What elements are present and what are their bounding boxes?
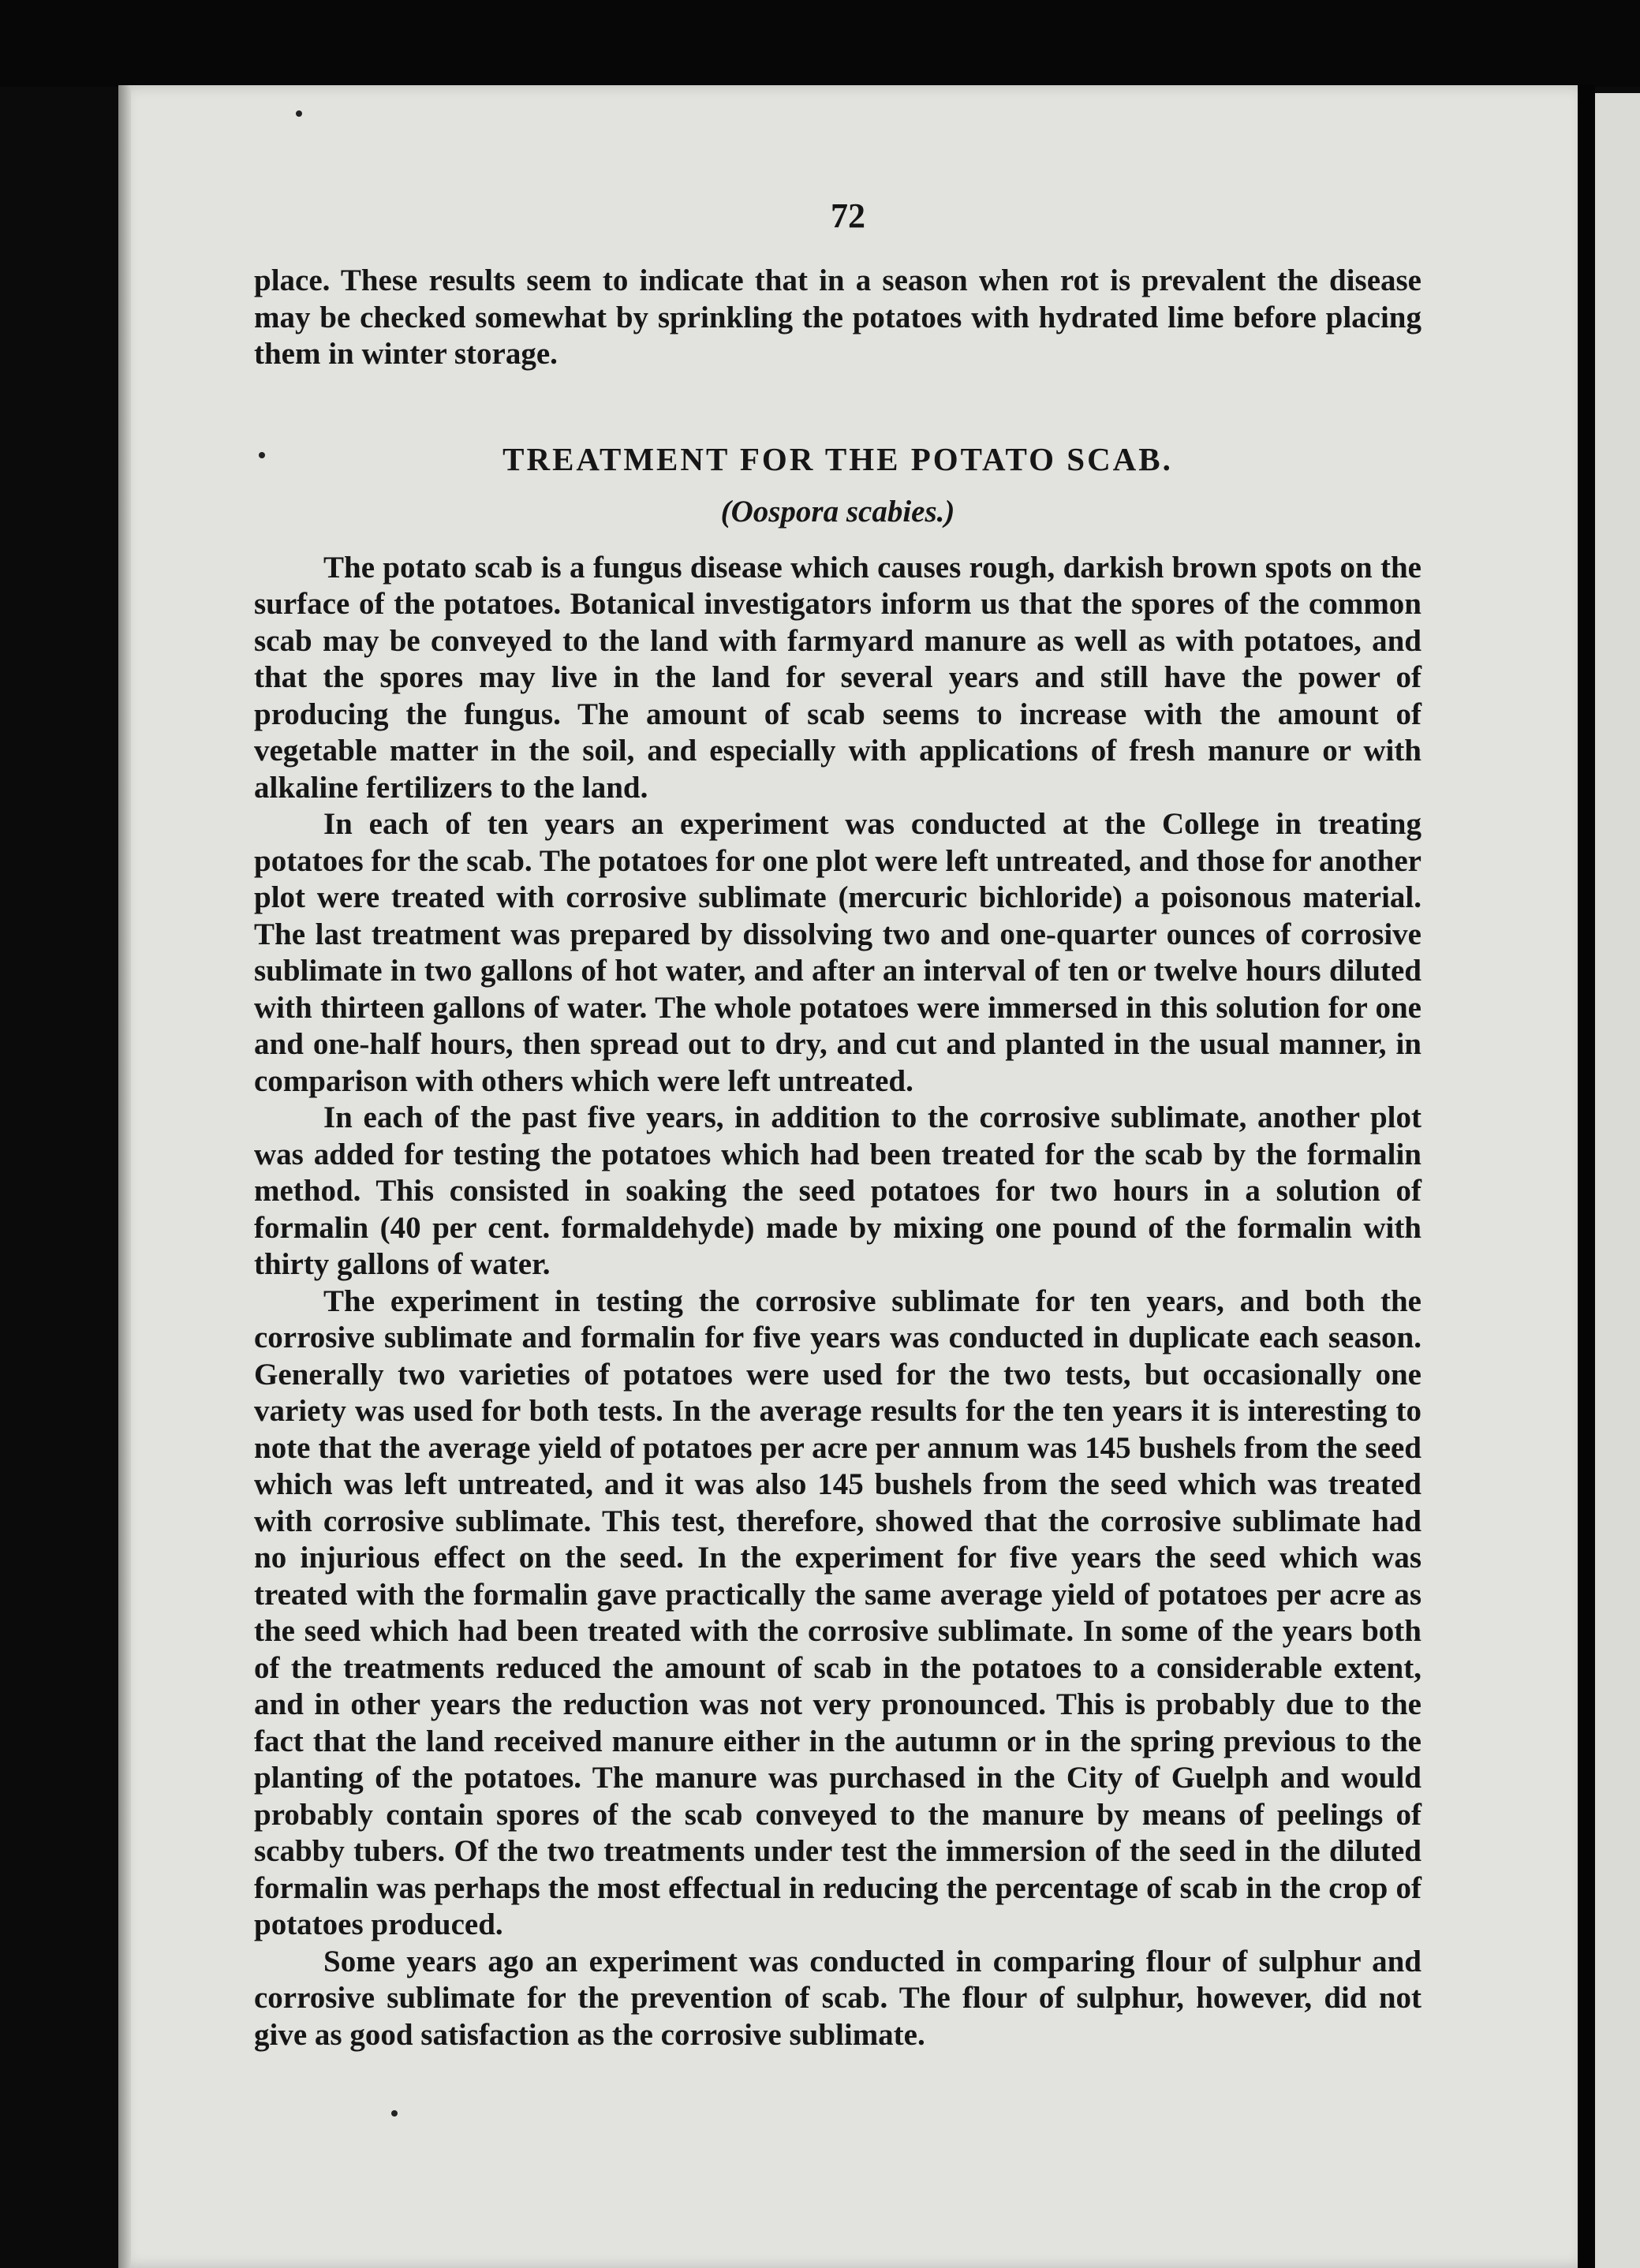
paragraph-ten-year-experiment: In each of ten years an experiment was conducted at the College in treating potatoes for the scab. The potatoes for one plot were left untreated, and those for another plot were treated with corrosive sublimate (mercuric bichloride) a poisonous material. The last treatment was prepared by dissolving two and one-quarter ounces of corrosive sublimate in two gallons of hot water, and after an interval of ten or twelve hours diluted with thirteen gallons of water. The whole potatoes were immersed in this solution for one and one-half hours, then spread out to dry, and cut and planted in the usual manner, in comparison with others which were left untreated.: [254, 807, 1421, 1098]
page-body: [254, 263, 1421, 2053]
margin-speck: [259, 452, 265, 458]
section-heading: TREATMENT FOR THE POTATO SCAB.: [502, 440, 1173, 477]
adjacent-page-edge: [1595, 93, 1640, 2268]
section-subheading: (Oospora scabies.): [720, 494, 955, 529]
paragraph-formalin-method: In each of the past five years, in addition to the corrosive sublimate, another plot was added for testing the potatoes which had been treated for the scab by the formalin method. This consisted in soaking the seed potatoes for two hours in a solution of formalin (40 per cent. formaldehyde) made by mixing one pound of the formalin with thirty gallons of water.: [254, 1100, 1421, 1281]
scanner-top-border: [0, 0, 1640, 87]
page-number: 72: [831, 196, 865, 235]
page-binding-shadow: [118, 85, 131, 2268]
scanned-page: [118, 85, 1578, 2268]
margin-speck: [296, 110, 302, 117]
page-gap: [1578, 85, 1595, 2268]
paragraph-scab-description: The potato scab is a fungus disease which causes rough, darkish brown spots on the surface of the potatoes. Botanical investigators inform us that the spores of the common scab may be conveyed to the land with farmyard manure as well as with potatoes, and that the spores may live in the land for several years and still have the power of producing the fungus. The amount of scab seems to increase with the amount of vegetable matter in the soil, and especially with applications of fresh manure or with alkaline fertilizers to the land.: [254, 550, 1421, 805]
paragraph-results: The experiment in testing the corrosive sublimate for ten years, and both the corrosive sublimate and formalin for five years was conducted in duplicate each season. Generally two varieties of potatoes were used for the two tests, but occasionally one variety was used for both tests. In the average results for the ten years it is interesting to note that the average yield of potatoes per acre per annum was 145 bushels from the seed which was left untreated, and it was also 145 bushels from the seed which was treated with corrosive sublimate. This test, therefore, showed that the corrosive sublimate had no injurious effect on the seed. In the experiment for five years the seed which was treated with the formalin gave practically the same average yield of potatoes per acre as the seed which had been treated with the corrosive sublimate. In some of the years both of the treatments reduced the amount of scab in the potatoes to a considerable extent, and in other years the reduction was not very pronounced. This is probably due to the fact that the land received manure either in the autumn or in the spring previous to the planting of the potatoes. The manure was purchased in the City of Guelph and would probably contain spores of the scab conveyed to the manure by means of peelings of scabby tubers. Of the two treatments under test the immersion of the seed in the diluted formalin was perhaps the most effectual in reducing the percentage of scab in the crop of potatoes produced.: [254, 1283, 1421, 1941]
paragraph-sulphur-comparison: Some years ago an experiment was conducted in comparing flour of sulphur and corrosive sublimate for the prevention of scab. The flour of sulphur, however, did not give as good satisfaction as the corrosive sublimate.: [254, 1944, 1421, 2052]
margin-speck: [391, 2110, 398, 2117]
intro-paragraph: place. These results seem to indicate that in a season when rot is prevalent the disease may be checked somewhat by sprinkling the potatoes with hydrated lime before placing them in winter storage.: [254, 263, 1421, 371]
